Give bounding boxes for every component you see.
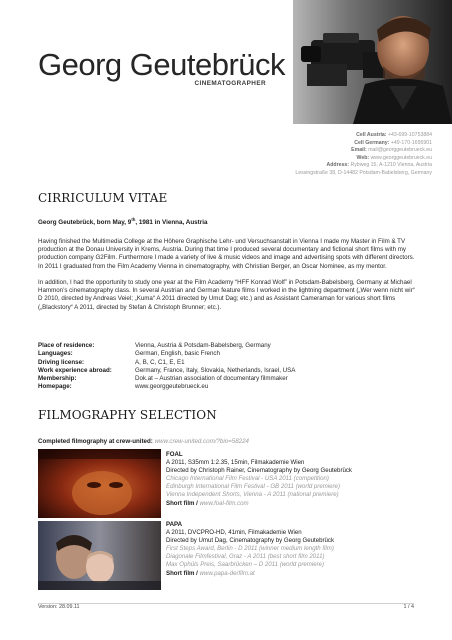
crew-url-link[interactable]: www.crew-united.com/?bio=58224 — [154, 438, 249, 445]
info-row — [38, 350, 295, 358]
info-table — [38, 342, 295, 392]
info-value: Vienna, Austria & Potsdam-Babelsberg, Germany — [135, 342, 271, 349]
film-foal — [166, 451, 352, 508]
crew-united-line — [38, 438, 249, 445]
film-type-label: Short film / — [166, 499, 198, 507]
info-key: Membership: — [38, 375, 77, 383]
contact-email[interactable]: mail@georggeutebrueck.eu — [368, 147, 432, 154]
papa-still — [38, 521, 161, 590]
contact-value: +43-699-10753884 — [388, 132, 432, 138]
logo-name: Georg Geutebrück — [38, 47, 286, 82]
film-papa — [166, 521, 334, 578]
header-photo — [293, 0, 452, 124]
info-row — [38, 375, 295, 383]
info-row — [38, 367, 295, 375]
contact-row — [295, 162, 432, 170]
film-title: PAPA — [166, 521, 183, 528]
contact-value: +49-170-1695901 — [390, 139, 432, 146]
film-url-link[interactable]: www.papa-derfilm.at — [199, 569, 255, 577]
info-row — [38, 383, 295, 391]
info-value: German, English, basic French — [135, 350, 220, 358]
info-key: Place of residence: — [38, 342, 95, 349]
foal-still — [38, 449, 161, 518]
info-key: Languages: — [38, 350, 73, 358]
info-value: Dok.at – Austrian association of documentary filmmaker — [135, 375, 288, 383]
contact-label: Email: — [351, 147, 367, 154]
film-festival: Max Ophüls Preis, Saarbrücken – D 2011 (world premiere) — [166, 561, 325, 569]
logo — [38, 47, 288, 87]
contact-label: Address: — [326, 162, 350, 169]
film-type-label: Short film / — [166, 569, 198, 577]
contact-row — [295, 147, 432, 155]
contact-row — [295, 132, 432, 140]
crew-label: Completed filmography at crew-united: — [38, 438, 153, 445]
info-value: A, B, C, C1, E, E1 — [135, 358, 185, 366]
film-details: A 2011, DVCPRO-HD, 41min, Filmakademie Wien — [166, 529, 302, 537]
footer-version: Version: 28.09.11 — [38, 604, 80, 610]
cv-paragraph-2: In addition, I had the opportunity to study one year at the Film Academy “HFF Konrad Wolf” in Potsdam-Babelsberg, Germany at Michael Hammon’s cinematography class. In several Austrian and German feature films I worked in the lightning department („Wer wenn nicht wir“ D 2010, directed by Andreas Veiel; „Kuma“ A 2011 directed by Umut Dag; etc.) and as Assistant Cameraman for various short films („Blackstory“ A 2011, directed by Stefan & Christoph Brunner; etc.). — [38, 279, 415, 311]
contact-label: Cell Germany: — [354, 139, 390, 146]
contact-value: Lessingstraße 38, D-14482 Potsdam-Babelsberg, Germany — [295, 169, 432, 176]
filmography-heading: FILMOGRAPHY SELECTION — [38, 408, 217, 422]
info-row — [38, 359, 295, 367]
contact-row — [295, 170, 432, 178]
contact-label: Cell Austria: — [356, 132, 387, 138]
info-value: Germany, France, Italy, Slovakia, Netherlands, Israel, USA — [135, 366, 296, 374]
film-type — [166, 570, 334, 578]
film-festival: First Steps Award, Berlin - D 2011 (winner medium length film) — [166, 545, 334, 553]
cv-paragraph-1: Having finished the Multimedia College at the Höhere Graphische Lehr- und Versuchsanstalt in Vienna I made my Master in Film & TV production at the Donau University in Krems, Austria. During that time I produced several documentary and fictional short films with my production company G2Film. Furthermore I made a variety of live & music videos and image and advertising spots with different directors. In 2011 I graduated from the Film Academy Vienna in cinematography, with Christian Berger, an Oscar Nominee, as my mentor. — [38, 238, 415, 270]
info-row — [38, 342, 295, 350]
footer-divider — [38, 603, 414, 604]
film-festival: Edinburgh International Film Festival - GB 2011 (world premiere) — [166, 483, 340, 491]
homepage-link[interactable]: www.georggeutebrueck.eu — [135, 383, 209, 391]
film-director: Directed by Christoph Rainer, Cinematography by Georg Geutebrück — [166, 467, 352, 475]
info-key: Driving license: — [38, 358, 85, 366]
born-text-end: , 1981 in Vienna, Austria — [135, 219, 208, 227]
contact-row — [295, 140, 432, 148]
cv-heading: CIRRICULUM VITAE — [38, 191, 168, 205]
born-sup: th — [131, 217, 136, 222]
footer-page-number: 1 / 4 — [403, 604, 414, 610]
film-details: A 2011, S35mm 1:2.35, 15min, Filmakademie Wien — [166, 459, 305, 467]
logo-subtitle: CINEMATOGRAPHER — [194, 80, 266, 87]
contact-row — [295, 155, 432, 163]
film-type — [166, 500, 352, 508]
contact-value: Rybweg 15, A-1210 Vienna, Austria — [350, 162, 432, 169]
contact-label: Web: — [356, 154, 370, 161]
born-line — [38, 217, 207, 226]
contact-web[interactable]: www.georggeutebrueck.eu — [370, 154, 432, 161]
film-festival: Chicago International Film Festival - USA 2011 (competition) — [166, 475, 329, 483]
film-url-link[interactable]: www.foal-film.com — [199, 499, 249, 507]
film-festival: Diagonale Filmfestival, Graz - A 2011 (best short film 2011) — [166, 553, 325, 561]
film-festival: Vienna Independent Shorts, Vienna - A 2011 (national premiere) — [166, 491, 339, 499]
info-key: Work experience abroad: — [38, 366, 112, 374]
born-text: Georg Geutebrück, born May, 9 — [38, 219, 132, 227]
contact-block — [295, 132, 432, 178]
info-key: Homepage: — [38, 383, 72, 391]
film-director: Directed by Umut Dag, Cinematography by Georg Geutebrück — [166, 537, 334, 545]
film-title: FOAL — [166, 451, 183, 458]
